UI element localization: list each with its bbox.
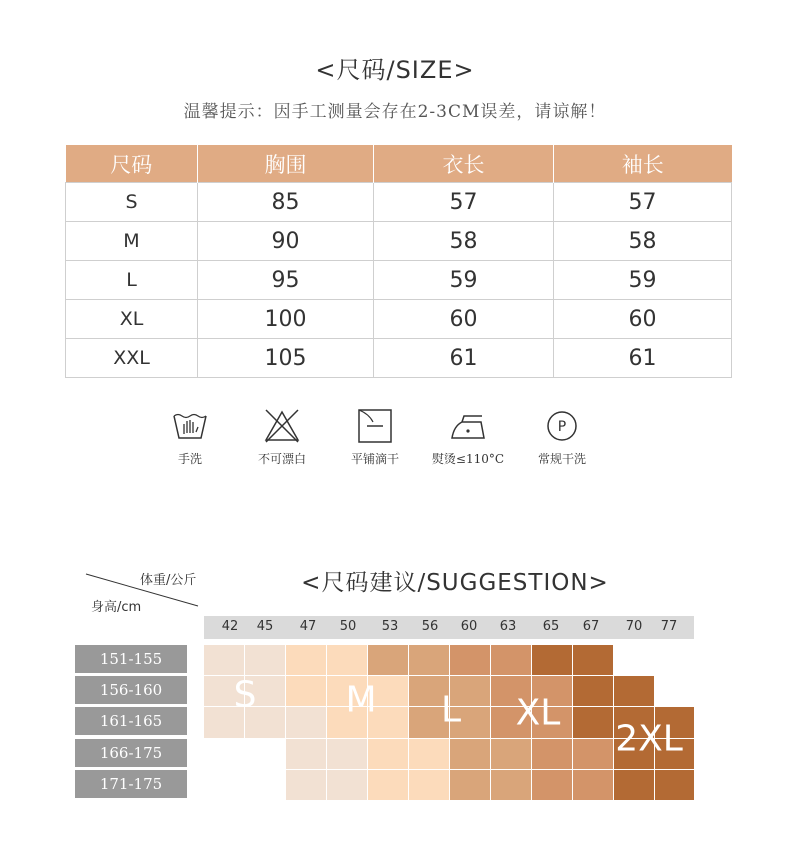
cell-chest: 85 [198, 183, 374, 222]
header-length: 衣长 [374, 145, 554, 183]
weight-tick: 67 [582, 619, 600, 634]
grid-cell [532, 770, 573, 801]
weight-tick: 77 [660, 619, 678, 634]
grid-cell [409, 739, 450, 770]
grid-cell [409, 770, 450, 801]
grid-cell [573, 707, 614, 739]
weight-tick: 56 [421, 619, 439, 634]
measurement-note: 温馨提示：因手工测量会存在2-3CM误差，请谅解！ [183, 102, 607, 122]
grid-cell [614, 770, 655, 801]
table-row [66, 261, 732, 300]
height-label: 156-160 [75, 676, 187, 704]
care-label: 常规干洗 [537, 452, 586, 466]
care-item-dry-clean [522, 408, 602, 467]
grid-cell [327, 770, 368, 801]
weight-tick: 60 [460, 619, 478, 634]
weight-tick: 63 [499, 619, 517, 634]
table-row [66, 300, 732, 339]
header-chest: 胸围 [198, 145, 374, 183]
dry-flat-icon [355, 408, 395, 444]
weight-tick: 50 [339, 619, 357, 634]
size-mark-xl: XL [515, 692, 561, 734]
size-table [65, 145, 732, 378]
axis-corner [84, 566, 204, 614]
grid-cell [450, 645, 491, 676]
grid-cell [573, 645, 614, 676]
cell-length: 57 [374, 183, 554, 222]
header-sleeve: 袖长 [554, 145, 732, 183]
weight-tick: 45 [256, 619, 274, 634]
grid-cell [409, 645, 450, 676]
cell-chest: 100 [198, 300, 374, 339]
cell-length: 58 [374, 222, 554, 261]
cell-size: XXL [66, 339, 198, 378]
care-item-dry-flat [335, 408, 415, 467]
iron-icon [448, 408, 488, 444]
cell-sleeve: 57 [554, 183, 732, 222]
grid-cell [532, 739, 573, 770]
grid-cell [491, 770, 532, 801]
care-label: 不可漂白 [257, 452, 306, 466]
size-chart-title: <尺码/SIZE> [315, 56, 475, 84]
care-item-no-bleach [242, 408, 322, 467]
height-label: 151-155 [75, 645, 187, 673]
height-label: 161-165 [75, 707, 187, 735]
cell-chest: 90 [198, 222, 374, 261]
cell-size: L [66, 261, 198, 300]
grid-cell [450, 770, 491, 801]
care-label: 平铺滴干 [350, 452, 399, 466]
size-mark-m: M [345, 679, 377, 721]
no-bleach-icon [262, 408, 302, 444]
grid-cell [286, 645, 327, 676]
cell-chest: 95 [198, 261, 374, 300]
svg-text:P: P [557, 419, 567, 435]
cell-sleeve: 61 [554, 339, 732, 378]
cell-size: S [66, 183, 198, 222]
weight-axis-label: 体重/公斤 [140, 573, 197, 588]
size-table-header-row [66, 145, 732, 183]
cell-chest: 105 [198, 339, 374, 378]
cell-sleeve: 60 [554, 300, 732, 339]
table-row [66, 183, 732, 222]
grid-cell [368, 645, 409, 676]
grid-cell [327, 739, 368, 770]
dry-clean-icon [542, 408, 582, 444]
weight-tick: 42 [221, 619, 239, 634]
grid-cell [286, 707, 327, 739]
table-row [66, 222, 732, 261]
grid-cell [573, 676, 614, 707]
grid-cell [368, 739, 409, 770]
care-label: 熨烫≤110°C [431, 452, 505, 466]
grid-cell [286, 676, 327, 707]
cell-sleeve: 58 [554, 222, 732, 261]
grid-cell [491, 645, 532, 676]
height-label: 166-175 [75, 739, 187, 767]
cell-length: 61 [374, 339, 554, 378]
cell-size: XL [66, 300, 198, 339]
grid-cell [573, 739, 614, 770]
grid-cell [204, 645, 245, 676]
size-mark-2xl: 2XL [615, 718, 683, 760]
grid-cell [532, 645, 573, 676]
weight-tick: 53 [381, 619, 399, 634]
cell-sleeve: 59 [554, 261, 732, 300]
grid-cell [491, 739, 532, 770]
table-row [66, 339, 732, 378]
grid-cell [655, 770, 695, 801]
cell-size: M [66, 222, 198, 261]
weight-tick: 70 [625, 619, 643, 634]
care-instructions [160, 408, 620, 478]
height-label: 171-175 [75, 770, 187, 798]
grid-cell [327, 645, 368, 676]
height-axis-label: 身高/cm [91, 600, 142, 615]
size-mark-s: S [233, 674, 257, 716]
hand-wash-icon [170, 408, 210, 444]
grid-cell [245, 645, 286, 676]
suggestion-title: <尺码建议/SUGGESTION> [301, 570, 609, 596]
header-size: 尺码 [66, 145, 198, 183]
care-label: 手洗 [177, 452, 202, 466]
weight-scale [204, 616, 694, 639]
grid-cell [368, 770, 409, 801]
weight-tick: 47 [299, 619, 317, 634]
cell-length: 59 [374, 261, 554, 300]
grid-cell [573, 770, 614, 801]
grid-cell [286, 770, 327, 801]
cell-length: 60 [374, 300, 554, 339]
care-item-hand-wash [150, 408, 230, 467]
size-mark-l: L [440, 689, 462, 731]
weight-tick: 65 [542, 619, 560, 634]
grid-cell [614, 676, 655, 707]
care-item-iron [428, 408, 508, 467]
grid-cell [286, 739, 327, 770]
grid-cell [450, 739, 491, 770]
